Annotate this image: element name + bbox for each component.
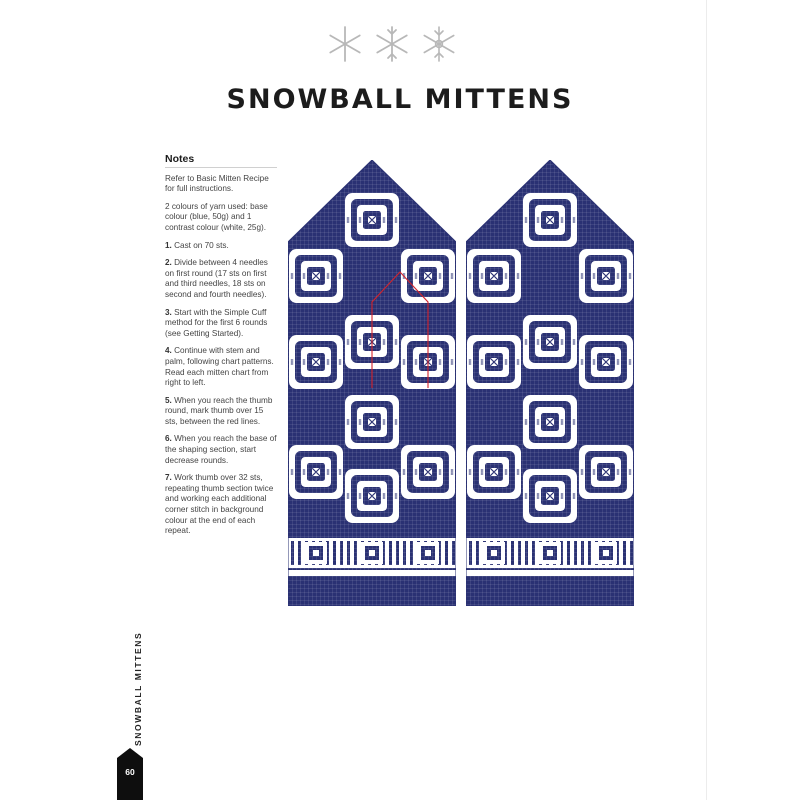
notes-step: [165, 473, 277, 537]
notes-step: [165, 308, 277, 340]
page-edge: [706, 0, 707, 800]
step-number: 4.: [165, 346, 172, 356]
step-text: When you reach the base of the shaping section, start decrease rounds.: [165, 434, 277, 465]
running-head: [121, 631, 143, 754]
snowflake-crystal-icon: [424, 27, 453, 61]
page-number: 60: [125, 767, 135, 777]
notes-paragraph: 2 colours of yarn used: base colour (blue, 50g) and 1 contrast colour (white, 25g).: [165, 201, 268, 232]
mitten-chart-right: [466, 160, 634, 606]
snowflake-ornament: [328, 24, 460, 64]
notes-panel: [165, 154, 277, 544]
step-number: 1.: [165, 240, 172, 250]
step-number: 5.: [165, 395, 172, 405]
snowflake-icon: [377, 27, 406, 61]
step-text: Cast on 70 sts.: [174, 240, 229, 250]
mitten-chart-graphic: [466, 160, 634, 606]
snowflake-star-icon: [330, 27, 359, 61]
step-text: Continue with stem and palm, following chart patterns. Read each mitten chart from right to left.: [165, 346, 274, 388]
mitten-chart-left: [288, 160, 456, 606]
notes-step: [165, 258, 277, 300]
page-number-tab: [117, 758, 143, 800]
step-number: 6.: [165, 434, 172, 444]
notes-heading: Notes: [165, 154, 277, 168]
step-text: Start with the Simple Cuff method for the first 6 rounds (see Getting Started).: [165, 307, 268, 338]
notes-step: [165, 396, 277, 428]
step-number: 2.: [165, 258, 172, 268]
step-number: 7.: [165, 473, 172, 483]
step-number: 3.: [165, 307, 172, 317]
page-title: SNOWBALL MITTENS: [226, 84, 574, 115]
step-text: When you reach the thumb round, mark thumb over 15 sts, between the red lines.: [165, 395, 273, 426]
mitten-chart-graphic: [288, 160, 456, 606]
running-head-text: SNOWBALL MITTENS: [133, 631, 143, 746]
notes-step: [165, 241, 277, 252]
notes-paragraph: Refer to Basic Mitten Recipe for full instructions.: [165, 173, 269, 194]
notes-step: [165, 346, 277, 388]
step-text: Divide between 4 needles on first round (17 sts on first and third needles, 18 sts on second and fourth needles).: [165, 258, 268, 299]
notes-step: [165, 434, 277, 466]
step-text: Work thumb over 32 sts, repeating thumb section twice and working each additional corner stitch in background colour at the end of each repeat.: [165, 473, 274, 536]
